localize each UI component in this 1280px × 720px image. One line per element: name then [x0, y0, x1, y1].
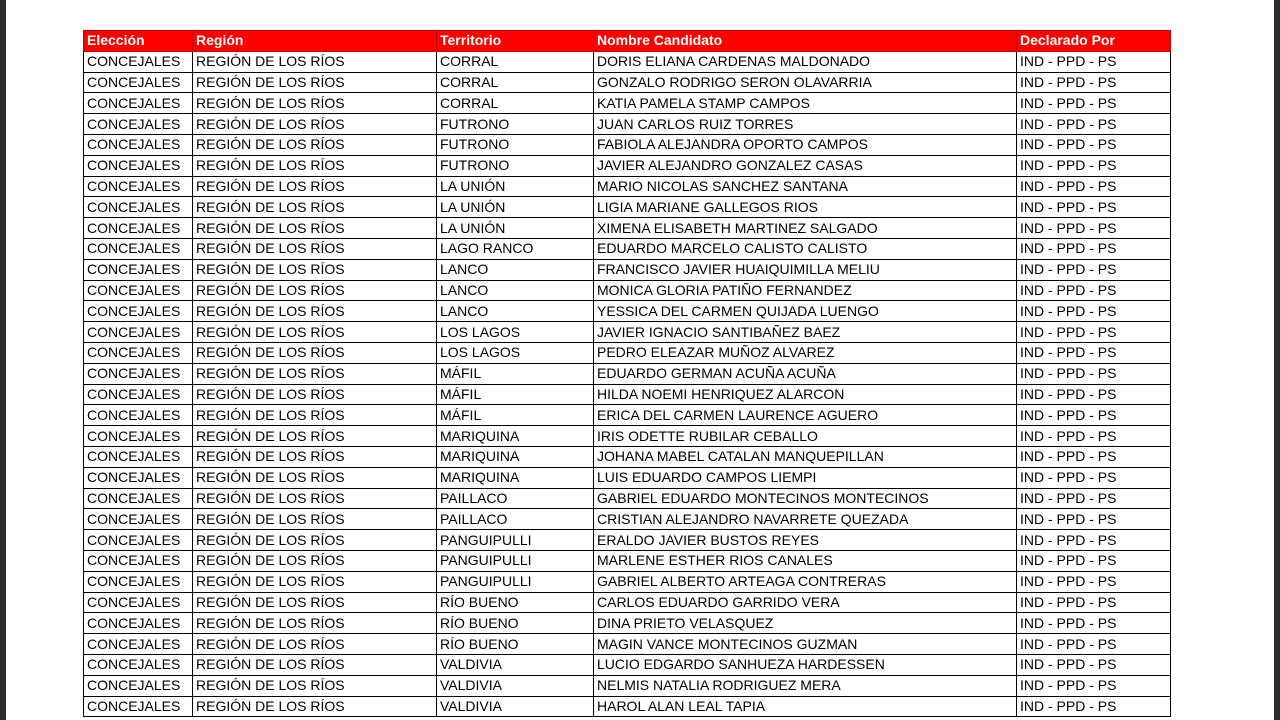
cell-eleccion: CONCEJALES	[84, 426, 193, 447]
cell-declarado-por: IND - PPD - PS	[1017, 530, 1171, 551]
cell-territorio: VALDIVIA	[437, 675, 594, 696]
cell-eleccion: CONCEJALES	[84, 176, 193, 197]
cell-nombre-candidato: DINA PRIETO VELASQUEZ	[594, 613, 1017, 634]
cell-eleccion: CONCEJALES	[84, 530, 193, 551]
cell-declarado-por: IND - PPD - PS	[1017, 134, 1171, 155]
cell-eleccion: CONCEJALES	[84, 654, 193, 675]
cell-territorio: VALDIVIA	[437, 696, 594, 717]
table-header-row	[84, 31, 1171, 52]
cell-eleccion: CONCEJALES	[84, 114, 193, 135]
cell-region: REGIÓN DE LOS RÍOS	[193, 592, 437, 613]
cell-eleccion: CONCEJALES	[84, 342, 193, 363]
cell-nombre-candidato: JAVIER IGNACIO SANTIBAÑEZ BAEZ	[594, 322, 1017, 343]
cell-region: REGIÓN DE LOS RÍOS	[193, 509, 437, 530]
cell-region: REGIÓN DE LOS RÍOS	[193, 405, 437, 426]
viewer-right-edge	[1274, 0, 1280, 720]
cell-declarado-por: IND - PPD - PS	[1017, 301, 1171, 322]
cell-eleccion: CONCEJALES	[84, 363, 193, 384]
cell-region: REGIÓN DE LOS RÍOS	[193, 530, 437, 551]
cell-region: REGIÓN DE LOS RÍOS	[193, 426, 437, 447]
cell-eleccion: CONCEJALES	[84, 218, 193, 239]
table-row	[84, 218, 1171, 239]
table-row	[84, 675, 1171, 696]
cell-nombre-candidato: GONZALO RODRIGO SERON OLAVARRIA	[594, 72, 1017, 93]
table-row	[84, 155, 1171, 176]
cell-nombre-candidato: KATIA PAMELA STAMP CAMPOS	[594, 93, 1017, 114]
cell-declarado-por: IND - PPD - PS	[1017, 176, 1171, 197]
cell-declarado-por: IND - PPD - PS	[1017, 467, 1171, 488]
cell-eleccion: CONCEJALES	[84, 613, 193, 634]
cell-declarado-por: IND - PPD - PS	[1017, 592, 1171, 613]
cell-declarado-por: IND - PPD - PS	[1017, 238, 1171, 259]
cell-territorio: LA UNIÓN	[437, 218, 594, 239]
cell-declarado-por: IND - PPD - PS	[1017, 155, 1171, 176]
cell-nombre-candidato: YESSICA DEL CARMEN QUIJADA LUENGO	[594, 301, 1017, 322]
cell-region: REGIÓN DE LOS RÍOS	[193, 550, 437, 571]
cell-eleccion: CONCEJALES	[84, 509, 193, 530]
cell-territorio: MARIQUINA	[437, 426, 594, 447]
cell-territorio: PAILLACO	[437, 488, 594, 509]
cell-territorio: PANGUIPULLI	[437, 571, 594, 592]
cell-declarado-por: IND - PPD - PS	[1017, 280, 1171, 301]
cell-declarado-por: IND - PPD - PS	[1017, 259, 1171, 280]
table-row	[84, 280, 1171, 301]
header-nombre-candidato: Nombre Candidato	[594, 31, 1017, 52]
cell-region: REGIÓN DE LOS RÍOS	[193, 488, 437, 509]
cell-eleccion: CONCEJALES	[84, 93, 193, 114]
table-row	[84, 238, 1171, 259]
cell-region: REGIÓN DE LOS RÍOS	[193, 51, 437, 72]
cell-region: REGIÓN DE LOS RÍOS	[193, 446, 437, 467]
table-row	[84, 259, 1171, 280]
cell-eleccion: CONCEJALES	[84, 238, 193, 259]
cell-declarado-por: IND - PPD - PS	[1017, 322, 1171, 343]
cell-region: REGIÓN DE LOS RÍOS	[193, 613, 437, 634]
table-row	[84, 509, 1171, 530]
cell-region: REGIÓN DE LOS RÍOS	[193, 197, 437, 218]
cell-territorio: MARIQUINA	[437, 446, 594, 467]
cell-nombre-candidato: MAGIN VANCE MONTECINOS GUZMAN	[594, 634, 1017, 655]
cell-territorio: LANCO	[437, 259, 594, 280]
table-row	[84, 446, 1171, 467]
table-row	[84, 613, 1171, 634]
table-row	[84, 72, 1171, 93]
table-row	[84, 363, 1171, 384]
cell-territorio: LOS LAGOS	[437, 342, 594, 363]
cell-eleccion: CONCEJALES	[84, 197, 193, 218]
cell-nombre-candidato: CARLOS EDUARDO GARRIDO VERA	[594, 592, 1017, 613]
cell-nombre-candidato: LUIS EDUARDO CAMPOS LIEMPI	[594, 467, 1017, 488]
cell-territorio: LA UNIÓN	[437, 176, 594, 197]
cell-territorio: VALDIVIA	[437, 654, 594, 675]
cell-declarado-por: IND - PPD - PS	[1017, 446, 1171, 467]
cell-nombre-candidato: LIGIA MARIANE GALLEGOS RIOS	[594, 197, 1017, 218]
cell-region: REGIÓN DE LOS RÍOS	[193, 571, 437, 592]
cell-declarado-por: IND - PPD - PS	[1017, 654, 1171, 675]
cell-eleccion: CONCEJALES	[84, 675, 193, 696]
cell-nombre-candidato: JOHANA MABEL CATALAN MANQUEPILLAN	[594, 446, 1017, 467]
cell-declarado-por: IND - PPD - PS	[1017, 696, 1171, 717]
cell-territorio: MÁFIL	[437, 405, 594, 426]
cell-nombre-candidato: FRANCISCO JAVIER HUAIQUIMILLA MELIU	[594, 259, 1017, 280]
table-row	[84, 592, 1171, 613]
cell-nombre-candidato: DORIS ELIANA CARDENAS MALDONADO	[594, 51, 1017, 72]
cell-region: REGIÓN DE LOS RÍOS	[193, 363, 437, 384]
cell-territorio: LANCO	[437, 280, 594, 301]
table-row	[84, 301, 1171, 322]
cell-nombre-candidato: EDUARDO MARCELO CALISTO CALISTO	[594, 238, 1017, 259]
cell-region: REGIÓN DE LOS RÍOS	[193, 467, 437, 488]
cell-territorio: MÁFIL	[437, 363, 594, 384]
cell-eleccion: CONCEJALES	[84, 155, 193, 176]
table-row	[84, 322, 1171, 343]
cell-declarado-por: IND - PPD - PS	[1017, 72, 1171, 93]
cell-declarado-por: IND - PPD - PS	[1017, 363, 1171, 384]
cell-nombre-candidato: EDUARDO GERMAN ACUÑA ACUÑA	[594, 363, 1017, 384]
cell-territorio: LA UNIÓN	[437, 197, 594, 218]
cell-declarado-por: IND - PPD - PS	[1017, 488, 1171, 509]
cell-nombre-candidato: GABRIEL ALBERTO ARTEAGA CONTRERAS	[594, 571, 1017, 592]
cell-territorio: FUTRONO	[437, 114, 594, 135]
cell-nombre-candidato: NELMIS NATALIA RODRIGUEZ MERA	[594, 675, 1017, 696]
table-row	[84, 197, 1171, 218]
header-region: Región	[193, 31, 437, 52]
cell-territorio: RÍO BUENO	[437, 613, 594, 634]
table-row	[84, 530, 1171, 551]
cell-eleccion: CONCEJALES	[84, 301, 193, 322]
cell-territorio: PANGUIPULLI	[437, 550, 594, 571]
cell-nombre-candidato: GABRIEL EDUARDO MONTECINOS MONTECINOS	[594, 488, 1017, 509]
viewer-left-edge	[0, 0, 6, 720]
candidates-table	[83, 30, 1171, 717]
cell-region: REGIÓN DE LOS RÍOS	[193, 301, 437, 322]
table-row	[84, 342, 1171, 363]
table-row	[84, 384, 1171, 405]
cell-region: REGIÓN DE LOS RÍOS	[193, 322, 437, 343]
cell-nombre-candidato: HAROL ALAN LEAL TAPIA	[594, 696, 1017, 717]
table-row	[84, 696, 1171, 717]
table-row	[84, 93, 1171, 114]
cell-region: REGIÓN DE LOS RÍOS	[193, 280, 437, 301]
cell-nombre-candidato: MARIO NICOLAS SANCHEZ SANTANA	[594, 176, 1017, 197]
cell-territorio: CORRAL	[437, 93, 594, 114]
cell-region: REGIÓN DE LOS RÍOS	[193, 259, 437, 280]
cell-region: REGIÓN DE LOS RÍOS	[193, 155, 437, 176]
table-row	[84, 634, 1171, 655]
cell-region: REGIÓN DE LOS RÍOS	[193, 238, 437, 259]
table-body	[84, 51, 1171, 717]
cell-region: REGIÓN DE LOS RÍOS	[193, 176, 437, 197]
cell-eleccion: CONCEJALES	[84, 634, 193, 655]
table-row	[84, 134, 1171, 155]
cell-eleccion: CONCEJALES	[84, 488, 193, 509]
cell-declarado-por: IND - PPD - PS	[1017, 405, 1171, 426]
cell-territorio: LANCO	[437, 301, 594, 322]
cell-eleccion: CONCEJALES	[84, 72, 193, 93]
cell-territorio: MARIQUINA	[437, 467, 594, 488]
cell-territorio: LOS LAGOS	[437, 322, 594, 343]
cell-nombre-candidato: HILDA NOEMI HENRIQUEZ ALARCON	[594, 384, 1017, 405]
cell-region: REGIÓN DE LOS RÍOS	[193, 72, 437, 93]
header-territorio: Territorio	[437, 31, 594, 52]
cell-territorio: PANGUIPULLI	[437, 530, 594, 551]
table-row	[84, 176, 1171, 197]
cell-region: REGIÓN DE LOS RÍOS	[193, 134, 437, 155]
cell-declarado-por: IND - PPD - PS	[1017, 218, 1171, 239]
cell-eleccion: CONCEJALES	[84, 696, 193, 717]
cell-declarado-por: IND - PPD - PS	[1017, 634, 1171, 655]
cell-declarado-por: IND - PPD - PS	[1017, 550, 1171, 571]
cell-eleccion: CONCEJALES	[84, 51, 193, 72]
cell-declarado-por: IND - PPD - PS	[1017, 51, 1171, 72]
cell-eleccion: CONCEJALES	[84, 322, 193, 343]
table-row	[84, 654, 1171, 675]
cell-region: REGIÓN DE LOS RÍOS	[193, 675, 437, 696]
table-row	[84, 550, 1171, 571]
cell-declarado-por: IND - PPD - PS	[1017, 197, 1171, 218]
cell-nombre-candidato: ERALDO JAVIER BUSTOS REYES	[594, 530, 1017, 551]
cell-eleccion: CONCEJALES	[84, 467, 193, 488]
cell-nombre-candidato: JAVIER ALEJANDRO GONZALEZ CASAS	[594, 155, 1017, 176]
cell-territorio: CORRAL	[437, 72, 594, 93]
cell-eleccion: CONCEJALES	[84, 592, 193, 613]
cell-region: REGIÓN DE LOS RÍOS	[193, 634, 437, 655]
cell-eleccion: CONCEJALES	[84, 571, 193, 592]
cell-nombre-candidato: CRISTIAN ALEJANDRO NAVARRETE QUEZADA	[594, 509, 1017, 530]
cell-nombre-candidato: FABIOLA ALEJANDRA OPORTO CAMPOS	[594, 134, 1017, 155]
header-eleccion: Elección	[84, 31, 193, 52]
cell-nombre-candidato: LUCIO EDGARDO SANHUEZA HARDESSEN	[594, 654, 1017, 675]
cell-territorio: FUTRONO	[437, 134, 594, 155]
cell-eleccion: CONCEJALES	[84, 134, 193, 155]
table-row	[84, 488, 1171, 509]
cell-nombre-candidato: MARLENE ESTHER RIOS CANALES	[594, 550, 1017, 571]
cell-eleccion: CONCEJALES	[84, 550, 193, 571]
cell-declarado-por: IND - PPD - PS	[1017, 93, 1171, 114]
cell-eleccion: CONCEJALES	[84, 384, 193, 405]
cell-territorio: LAGO RANCO	[437, 238, 594, 259]
cell-nombre-candidato: XIMENA ELISABETH MARTINEZ SALGADO	[594, 218, 1017, 239]
header-declarado-por: Declarado Por	[1017, 31, 1171, 52]
table-row	[84, 51, 1171, 72]
cell-eleccion: CONCEJALES	[84, 259, 193, 280]
cell-nombre-candidato: JUAN CARLOS RUIZ TORRES	[594, 114, 1017, 135]
cell-territorio: PAILLACO	[437, 509, 594, 530]
cell-nombre-candidato: MONICA GLORIA PATIÑO FERNANDEZ	[594, 280, 1017, 301]
cell-eleccion: CONCEJALES	[84, 280, 193, 301]
cell-nombre-candidato: IRIS ODETTE RUBILAR CEBALLO	[594, 426, 1017, 447]
table-row	[84, 405, 1171, 426]
cell-territorio: MÁFIL	[437, 384, 594, 405]
cell-declarado-por: IND - PPD - PS	[1017, 426, 1171, 447]
cell-eleccion: CONCEJALES	[84, 446, 193, 467]
cell-region: REGIÓN DE LOS RÍOS	[193, 218, 437, 239]
cell-region: REGIÓN DE LOS RÍOS	[193, 114, 437, 135]
cell-nombre-candidato: ERICA DEL CARMEN LAURENCE AGUERO	[594, 405, 1017, 426]
cell-declarado-por: IND - PPD - PS	[1017, 384, 1171, 405]
cell-territorio: RÍO BUENO	[437, 634, 594, 655]
cell-territorio: FUTRONO	[437, 155, 594, 176]
cell-declarado-por: IND - PPD - PS	[1017, 509, 1171, 530]
cell-declarado-por: IND - PPD - PS	[1017, 571, 1171, 592]
cell-region: REGIÓN DE LOS RÍOS	[193, 384, 437, 405]
cell-declarado-por: IND - PPD - PS	[1017, 675, 1171, 696]
cell-territorio: CORRAL	[437, 51, 594, 72]
table-row	[84, 571, 1171, 592]
cell-declarado-por: IND - PPD - PS	[1017, 613, 1171, 634]
cell-region: REGIÓN DE LOS RÍOS	[193, 654, 437, 675]
table-row	[84, 114, 1171, 135]
table-row	[84, 426, 1171, 447]
table-row	[84, 467, 1171, 488]
cell-region: REGIÓN DE LOS RÍOS	[193, 342, 437, 363]
cell-declarado-por: IND - PPD - PS	[1017, 342, 1171, 363]
cell-region: REGIÓN DE LOS RÍOS	[193, 93, 437, 114]
cell-declarado-por: IND - PPD - PS	[1017, 114, 1171, 135]
cell-eleccion: CONCEJALES	[84, 405, 193, 426]
cell-nombre-candidato: PEDRO ELEAZAR MUÑOZ ALVAREZ	[594, 342, 1017, 363]
cell-territorio: RÍO BUENO	[437, 592, 594, 613]
cell-region: REGIÓN DE LOS RÍOS	[193, 696, 437, 717]
